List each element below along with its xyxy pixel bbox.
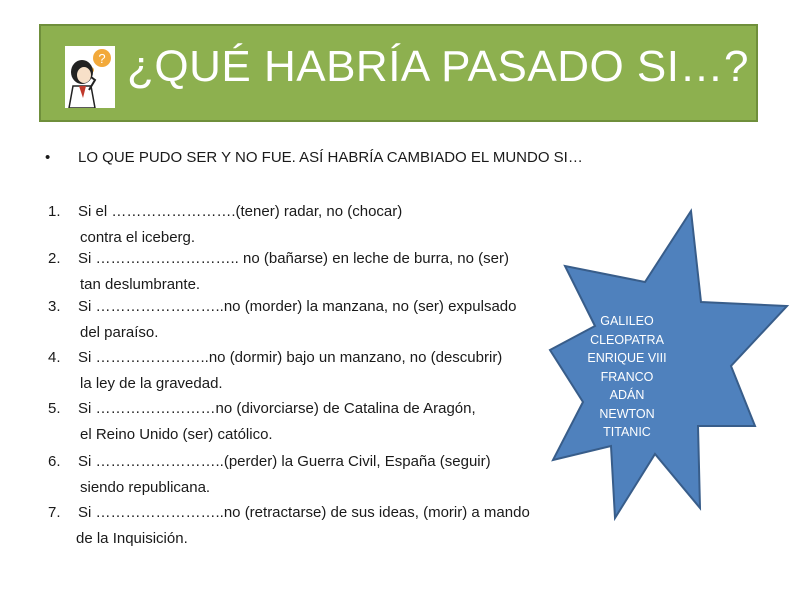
names-list xyxy=(572,312,682,442)
item-text: Si ……………………no (divorciarse) de Catalina de Aragón, xyxy=(78,400,476,417)
name-item: ENRIQUE VIII xyxy=(587,351,667,365)
item-number: 4. xyxy=(48,349,61,366)
item-text-continued: del paraíso. xyxy=(80,324,159,341)
name-item: TITANIC xyxy=(603,425,651,439)
item-text-continued: contra el iceberg. xyxy=(80,229,196,246)
item-text-continued: la ley de la gravedad. xyxy=(80,375,223,392)
item-number: 5. xyxy=(48,400,61,417)
name-item: ADÁN xyxy=(609,388,645,402)
item-text: Si el …………………….(tener) radar, no (chocar) xyxy=(78,203,403,220)
item-text-continued: el Reino Unido (ser) católico. xyxy=(80,426,273,443)
title-banner xyxy=(39,24,758,122)
item-number: 2. xyxy=(48,250,61,267)
item-text: Si ……………………..no (morder) la manzana, no (ser) expulsado xyxy=(78,298,517,315)
item-number: 3. xyxy=(48,298,61,315)
intro-text: LO QUE PUDO SER Y NO FUE. ASÍ HABRÍA CAMBIADO EL MUNDO SI… xyxy=(78,149,583,166)
item-text: Si …………………..no (dormir) bajo un manzano, no (descubrir) xyxy=(78,349,503,366)
name-item: FRANCO xyxy=(600,369,654,384)
name-item: GALILEO xyxy=(600,314,654,328)
name-item: NEWTON xyxy=(599,406,655,421)
intro-line xyxy=(45,149,583,166)
item-text: Si ……………………….. no (bañarse) en leche de burra, no (ser) xyxy=(78,250,509,267)
item-number: 1. xyxy=(48,203,61,220)
item-text: Si ……………………..(perder) la Guerra Civil, España (seguir) xyxy=(78,453,491,470)
item-text-continued: siendo republicana. xyxy=(80,479,211,496)
item-number: 7. xyxy=(48,504,61,521)
item-text-continued: tan deslumbrante. xyxy=(80,276,201,293)
bullet: • xyxy=(45,149,51,166)
item-number: 6. xyxy=(48,453,61,470)
item-text: Si ……………………..no (retractarse) de sus ideas, (morir) a mando xyxy=(78,504,530,521)
item-text-continued: de la Inquisición. xyxy=(76,530,188,547)
svg-text:?: ? xyxy=(98,51,106,66)
name-item: CLEOPATRA xyxy=(590,332,664,347)
thinking-person-question-icon xyxy=(65,46,115,108)
page-title: ¿QUÉ HABRÍA PASADO SI…? xyxy=(127,42,749,91)
